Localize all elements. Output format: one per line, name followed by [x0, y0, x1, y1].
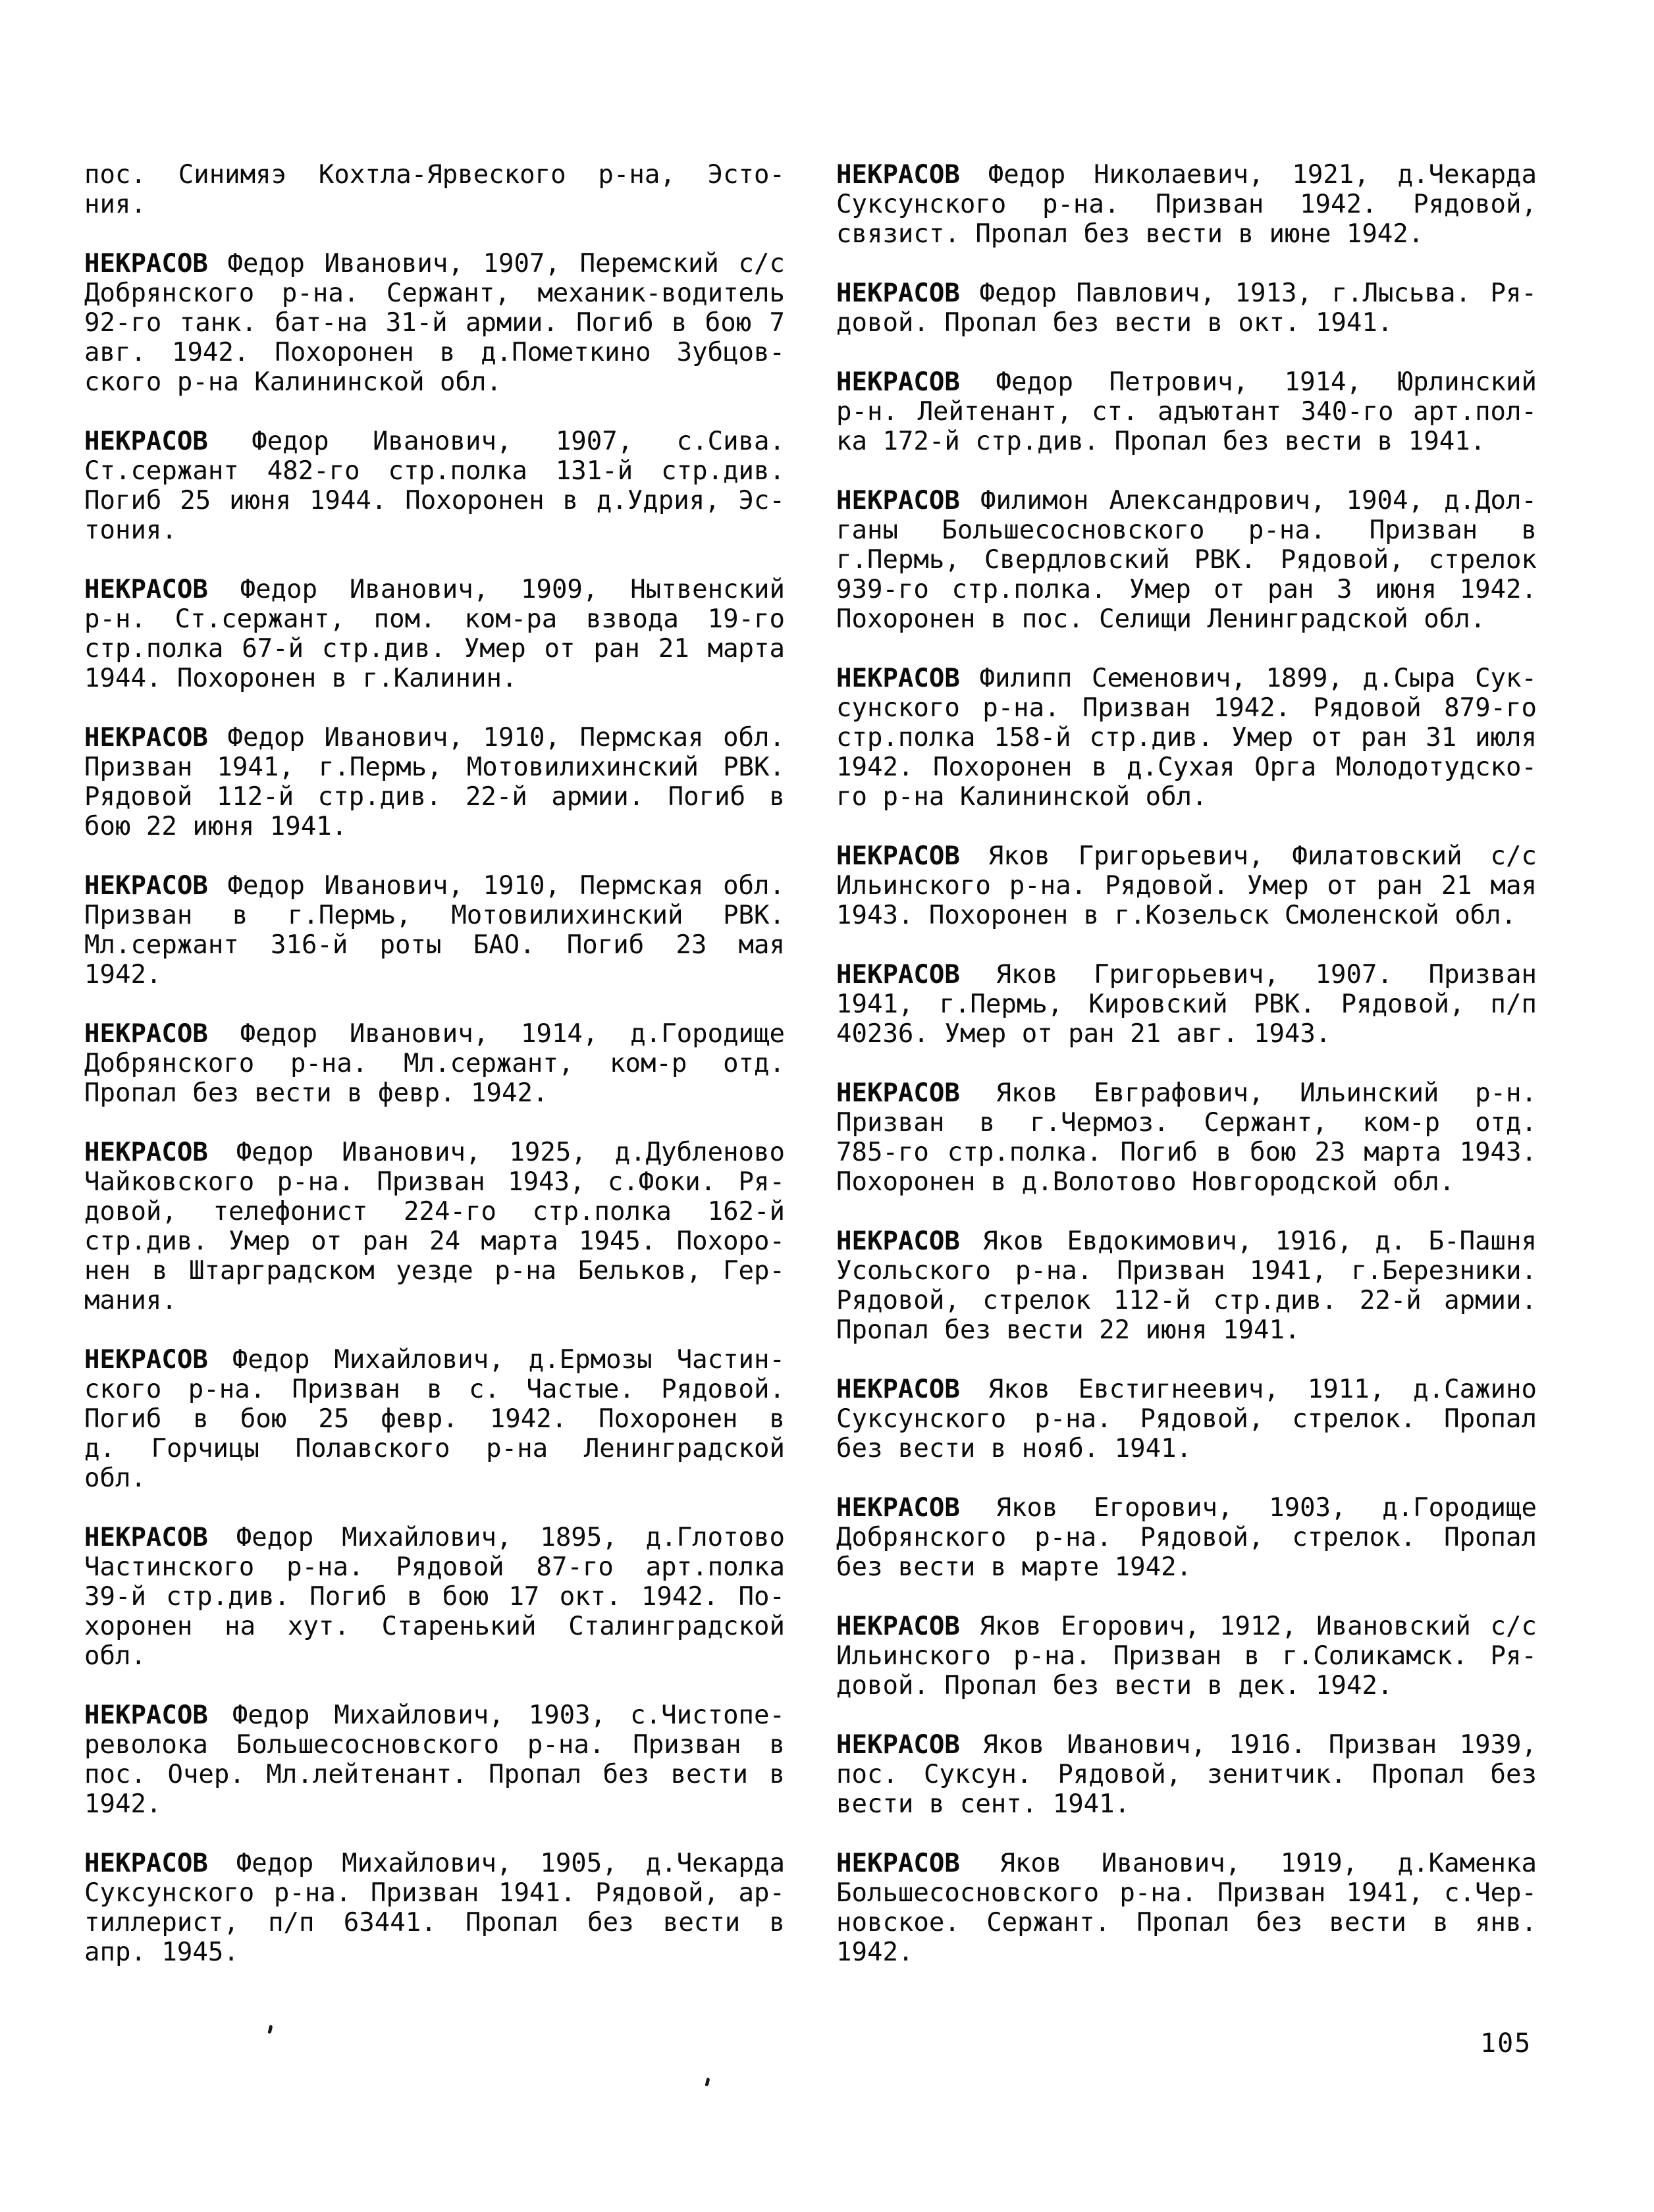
entry-line: 40236. Умер от ран 21 авг. 1943.: [836, 1019, 1331, 1049]
memorial-entry: [836, 486, 1537, 634]
entry-surname: НЕКРАСОВ: [836, 664, 960, 693]
entry-surname: НЕКРАСОВ: [836, 1730, 960, 1760]
entry-surname: НЕКРАСОВ: [84, 871, 208, 901]
entry-line: НЕКРАСОВ Яков Евдокимович, 1916, д. Б-Пашня: [836, 1226, 1537, 1256]
entry-line: Усольского р-на. Призван 1941, г.Березники.: [836, 1256, 1537, 1286]
entry-line: довой, телефонист 224-го стр.полка 162-й: [84, 1197, 785, 1226]
memorial-entry: [836, 1730, 1537, 1819]
entry-line: ганы Большесосновского р-на. Призван в: [836, 515, 1537, 545]
entry-line: НЕКРАСОВ Федор Павлович, 1913, г.Лысьва. Ря-: [836, 278, 1537, 308]
text-column-left: [84, 160, 785, 1997]
entry-line: без вести в нояб. 1941.: [836, 1434, 1192, 1463]
memorial-entry: [836, 278, 1537, 338]
entry-line: го р-на Калининской обл.: [836, 782, 1208, 812]
entry-line: Пропал без вести 22 июня 1941.: [836, 1315, 1300, 1345]
entry-line: авг. 1942. Похоронен в д.Пометкино Зубцов-: [84, 338, 785, 367]
entry-surname: НЕКРАСОВ: [84, 1138, 208, 1167]
entry-line: довой. Пропал без вести в окт. 1941.: [836, 308, 1393, 338]
entry-line: НЕКРАСОВ Федор Иванович, 1909, Нытвенский: [84, 575, 785, 604]
entry-line: р-н. Лейтенант, ст. адъютант 340-го арт.пол-: [836, 397, 1537, 427]
page-number: 105: [1480, 2028, 1532, 2059]
entry-line: Ст.сержант 482-го стр.полка 131-й стр.див.: [84, 456, 785, 486]
entry-line: г.Пермь, Свердловский РВК. Рядовой, стрелок: [836, 545, 1537, 575]
entry-line: НЕКРАСОВ Федор Николаевич, 1921, д.Чекарда: [836, 160, 1537, 190]
entry-line: Добрянского р-на. Мл.сержант, ком-р отд.: [84, 1049, 785, 1078]
entry-surname: НЕКРАСОВ: [84, 249, 208, 278]
entry-line: Погиб в бою 25 февр. 1942. Похоронен в: [84, 1404, 785, 1434]
memorial-entry: [836, 1849, 1537, 1967]
scan-speck: [268, 2025, 273, 2034]
entry-surname: НЕКРАСОВ: [836, 1375, 960, 1404]
entry-line: Погиб 25 июня 1944. Похоронен в д.Удрия, Эс-: [84, 486, 785, 515]
entry-line: ния.: [84, 190, 146, 219]
memorial-entry: [836, 1612, 1537, 1700]
memorial-entry: [84, 575, 785, 693]
text-column-right: [836, 160, 1537, 1997]
memorial-entry: [836, 367, 1537, 456]
entry-line: 1941, г.Пермь, Кировский РВК. Рядовой, п/п: [836, 989, 1537, 1019]
entry-surname: НЕКРАСОВ: [836, 841, 960, 871]
entry-surname: НЕКРАСОВ: [84, 1700, 208, 1730]
entry-line: НЕКРАСОВ Федор Петрович, 1914, Юрлинский: [836, 367, 1537, 397]
entry-line: НЕКРАСОВ Федор Иванович, 1907, Перемский с/с: [84, 249, 785, 278]
entry-line: новское. Сержант. Пропал без вести в янв.: [836, 1908, 1537, 1937]
entry-line: Рядовой, стрелок 112-й стр.див. 22-й армии.: [836, 1286, 1537, 1315]
entry-line: Большесосновского р-на. Призван 1941, с.Чер-: [836, 1878, 1537, 1908]
entry-line: НЕКРАСОВ Яков Григорьевич, 1907. Призван: [836, 960, 1537, 989]
entry-line: 939-го стр.полка. Умер от ран 3 июня 1942.: [836, 575, 1537, 604]
entry-surname: НЕКРАСОВ: [836, 1493, 960, 1523]
entry-line: Чайковского р-на. Призван 1943, с.Фоки. Ря-: [84, 1167, 785, 1197]
entry-line: НЕКРАСОВ Яков Егорович, 1912, Ивановский с/с: [836, 1612, 1537, 1641]
entry-line: НЕКРАСОВ Федор Михайлович, 1903, с.Чистопе-: [84, 1700, 785, 1730]
memorial-entry: [836, 1226, 1537, 1345]
memorial-entry: [836, 1375, 1537, 1463]
memorial-entry: [836, 960, 1537, 1049]
entry-line: Призван 1941, г.Пермь, Мотовилихинский РВК.: [84, 752, 785, 782]
entry-line: обл.: [84, 1641, 146, 1671]
entry-line: обл.: [84, 1463, 146, 1493]
entry-surname: НЕКРАСОВ: [836, 278, 960, 308]
entry-surname: НЕКРАСОВ: [836, 160, 960, 190]
memorial-entry: [84, 871, 785, 989]
entry-surname: НЕКРАСОВ: [84, 575, 208, 604]
entry-line: НЕКРАСОВ Федор Иванович, 1907, с.Сива.: [84, 427, 785, 456]
entry-line: ка 172-й стр.див. Пропал без вести в 1941.: [836, 427, 1486, 456]
memorial-entry: [84, 723, 785, 841]
entry-line: НЕКРАСОВ Федор Михайлович, 1895, д.Глотово: [84, 1523, 785, 1552]
entry-line: Похоронен в д.Волотово Новгородской обл.: [836, 1167, 1455, 1197]
entry-line: пос. Суксун. Рядовой, зенитчик. Пропал без: [836, 1760, 1537, 1789]
entry-line: 1943. Похоронен в г.Козельск Смоленской обл.: [836, 901, 1517, 930]
entry-line: 1942.: [836, 1937, 914, 1967]
entry-line: тония.: [84, 515, 177, 545]
memorial-entry: [84, 1700, 785, 1819]
entry-line: стр.полка 67-й стр.див. Умер от ран 21 марта: [84, 634, 785, 664]
entry-line: тиллерист, п/п 63441. Пропал без вести в: [84, 1908, 785, 1937]
entry-line: НЕКРАСОВ Филимон Александрович, 1904, д.Дол-: [836, 486, 1537, 515]
entry-line: р-н. Ст.сержант, пом. ком-ра взвода 19-го: [84, 604, 785, 634]
entry-line: НЕКРАСОВ Федор Иванович, 1910, Пермская обл.: [84, 723, 785, 752]
entry-line: нен в Штарградском уезде р-на Бельков, Гер-: [84, 1256, 785, 1286]
memorial-entry: [84, 1138, 785, 1315]
entry-line: НЕКРАСОВ Яков Евстигнеевич, 1911, д.Сажино: [836, 1375, 1537, 1404]
entry-line: НЕКРАСОВ Федор Иванович, 1925, д.Дубленово: [84, 1138, 785, 1167]
entry-surname: НЕКРАСОВ: [84, 1345, 208, 1375]
entry-line: сунского р-на. Призван 1942. Рядовой 879-го: [836, 693, 1537, 723]
entry-line: Суксунского р-на. Призван 1941. Рядовой, ар-: [84, 1878, 785, 1908]
scan-speck: [705, 2078, 710, 2087]
entry-line: НЕКРАСОВ Яков Иванович, 1916. Призван 1939,: [836, 1730, 1537, 1760]
entry-surname: НЕКРАСОВ: [836, 1612, 960, 1641]
entry-line: Пропал без вести в февр. 1942.: [84, 1078, 548, 1108]
entry-surname: НЕКРАСОВ: [84, 1523, 208, 1552]
entry-line: пос. Очер. Мл.лейтенант. Пропал без вести в: [84, 1760, 785, 1789]
entry-line: НЕКРАСОВ Федор Михайлович, д.Ермозы Частин-: [84, 1345, 785, 1375]
entry-line: 1942. Похоронен в д.Сухая Орга Молодотудско-: [836, 752, 1537, 782]
entry-line: Добрянского р-на. Рядовой, стрелок. Пропал: [836, 1523, 1537, 1552]
entry-line: бою 22 июня 1941.: [84, 812, 348, 841]
entry-line: Призван в г.Чермоз. Сержант, ком-р отд.: [836, 1108, 1537, 1138]
entry-surname: НЕКРАСОВ: [84, 1849, 208, 1878]
entry-line: НЕКРАСОВ Федор Иванович, 1910, Пермская обл.: [84, 871, 785, 901]
entry-line: 92-го танк. бат-на 31-й армии. Погиб в бою 7: [84, 308, 785, 338]
entry-surname: НЕКРАСОВ: [836, 367, 960, 397]
entry-surname: НЕКРАСОВ: [836, 1849, 960, 1878]
entry-line: НЕКРАСОВ Федор Михайлович, 1905, д.Чекарда: [84, 1849, 785, 1878]
entry-surname: НЕКРАСОВ: [836, 960, 960, 989]
memorial-entry: [84, 1849, 785, 1967]
entry-surname: НЕКРАСОВ: [836, 1226, 960, 1256]
memorial-entry: [836, 664, 1537, 812]
entry-line: хоронен на хут. Старенький Сталинградской: [84, 1612, 785, 1641]
entry-surname: НЕКРАСОВ: [836, 486, 960, 515]
memorial-entry: [836, 841, 1537, 930]
entry-line: Частинского р-на. Рядовой 87-го арт.полка: [84, 1552, 785, 1582]
entry-line: Добрянского р-на. Сержант, механик-водитель: [84, 278, 785, 308]
memorial-entry: [84, 1523, 785, 1671]
memorial-entry: [84, 427, 785, 545]
entry-line: ского р-на. Призван в с. Частые. Рядовой.: [84, 1375, 785, 1404]
entry-line: Суксунского р-на. Рядовой, стрелок. Пропал: [836, 1404, 1537, 1434]
entry-line: 1942.: [84, 1789, 162, 1819]
entry-line: 785-го стр.полка. Погиб в бою 23 марта 1943.: [836, 1138, 1537, 1167]
entry-line: вести в сент. 1941.: [836, 1789, 1131, 1819]
entry-line: НЕКРАСОВ Филипп Семенович, 1899, д.Сыра Сук-: [836, 664, 1537, 693]
entry-line: Мл.сержант 316-й роты БАО. Погиб 23 мая: [84, 930, 785, 960]
entry-line: без вести в марте 1942.: [836, 1552, 1192, 1582]
memorial-entry: [84, 249, 785, 397]
entry-line: Призван в г.Пермь, Мотовилихинский РВК.: [84, 901, 785, 930]
entry-line: пос. Синимяэ Кохтла-Ярвеского р-на, Эсто-: [84, 160, 785, 190]
entry-line: связист. Пропал без вести в июне 1942.: [836, 219, 1424, 249]
entry-line: апр. 1945.: [84, 1937, 239, 1967]
entry-line: Рядовой 112-й стр.див. 22-й армии. Погиб в: [84, 782, 785, 812]
memorial-entry: [836, 160, 1537, 249]
entry-surname: НЕКРАСОВ: [84, 427, 208, 456]
entry-surname: НЕКРАСОВ: [84, 723, 208, 752]
entry-line: револока Большесосновского р-на. Призван в: [84, 1730, 785, 1760]
entry-line: НЕКРАСОВ Яков Евграфович, Ильинский р-н.: [836, 1078, 1537, 1108]
memorial-entry: [84, 1345, 785, 1493]
entry-line: 39-й стр.див. Погиб в бою 17 окт. 1942. По-: [84, 1582, 785, 1612]
entry-line: НЕКРАСОВ Яков Егорович, 1903, д.Городище: [836, 1493, 1537, 1523]
entry-line: ского р-на Калининской обл.: [84, 367, 502, 397]
entry-line: 1944. Похоронен в г.Калинин.: [84, 664, 518, 693]
memorial-entry-continuation: [84, 160, 785, 219]
entry-line: Суксунского р-на. Призван 1942. Рядовой,: [836, 190, 1537, 219]
entry-line: стр.див. Умер от ран 24 марта 1945. Похоро-: [84, 1226, 785, 1256]
entry-line: Ильинского р-на. Рядовой. Умер от ран 21 мая: [836, 871, 1537, 901]
entry-line: Похоронен в пос. Селищи Ленинградской обл.: [836, 604, 1486, 634]
entry-line: НЕКРАСОВ Яков Григорьевич, Филатовский с/с: [836, 841, 1537, 871]
memorial-entry: [836, 1078, 1537, 1197]
entry-line: Ильинского р-на. Призван в г.Соликамск. Ря-: [836, 1641, 1537, 1671]
entry-line: довой. Пропал без вести в дек. 1942.: [836, 1671, 1393, 1700]
entry-surname: НЕКРАСОВ: [84, 1019, 208, 1049]
memorial-entry: [84, 1019, 785, 1108]
memorial-entry: [836, 1493, 1537, 1582]
entry-line: д. Горчицы Полавского р-на Ленинградской: [84, 1434, 785, 1463]
entry-surname: НЕКРАСОВ: [836, 1078, 960, 1108]
entry-line: 1942.: [84, 960, 162, 989]
entry-line: мания.: [84, 1286, 177, 1315]
entry-line: НЕКРАСОВ Яков Иванович, 1919, д.Каменка: [836, 1849, 1537, 1878]
entry-line: НЕКРАСОВ Федор Иванович, 1914, д.Городище: [84, 1019, 785, 1049]
entry-line: стр.полка 158-й стр.див. Умер от ран 31 июля: [836, 723, 1537, 752]
